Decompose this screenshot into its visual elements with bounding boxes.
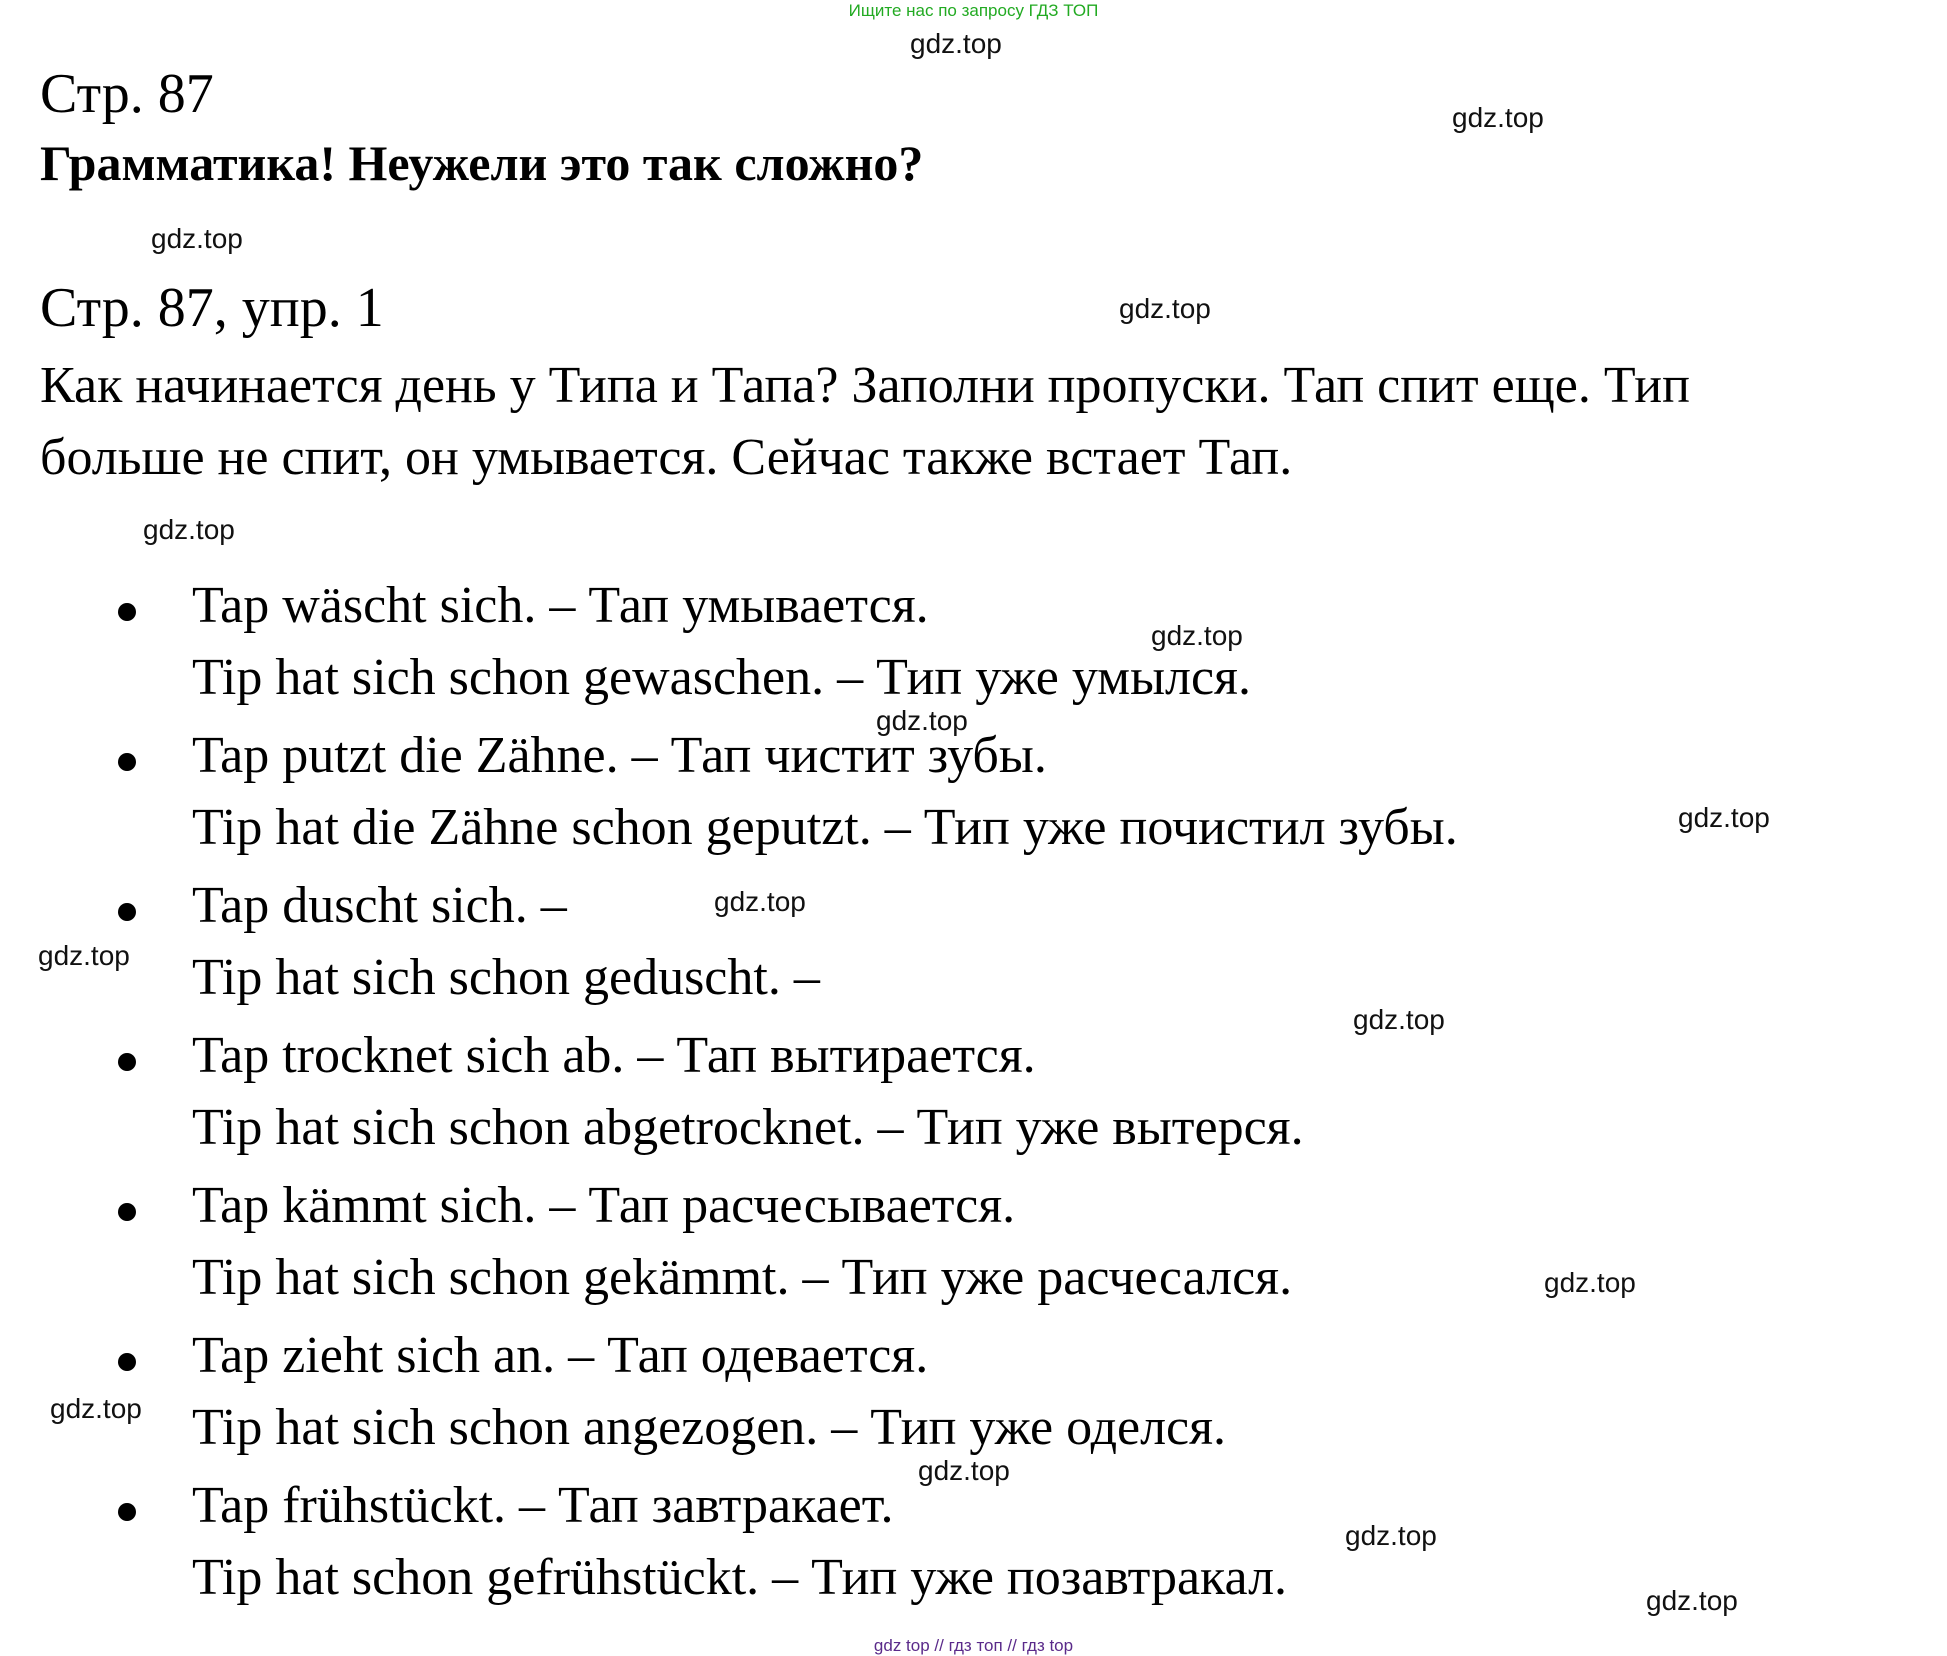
- watermark: gdz.top: [918, 1455, 1010, 1486]
- watermark: gdz.top: [38, 940, 130, 971]
- watermark: gdz.top: [1345, 1520, 1437, 1551]
- watermark: gdz.top: [876, 705, 968, 736]
- bullet-icon: [118, 903, 136, 921]
- watermark: gdz.top: [1452, 102, 1544, 133]
- watermark: gdz.top: [910, 28, 1002, 59]
- bullet-icon: [118, 1503, 136, 1521]
- bullet-icon: [118, 603, 136, 621]
- item-sentence: Tap kämmt sich. – Тап расчесывается.: [192, 1177, 1016, 1234]
- watermark: gdz.top: [1151, 620, 1243, 651]
- item-answer: Tip hat sich schon abgetrocknet. – Тип уже вытерся.: [192, 1099, 1304, 1156]
- bullet-icon: [118, 1203, 136, 1221]
- item-sentence: Tap wäscht sich. – Тап умывается.: [192, 577, 929, 634]
- watermark: gdz.top: [143, 514, 235, 545]
- item-answer: Tip hat sich schon gekämmt. – Тип уже расчесался.: [192, 1249, 1293, 1306]
- item-sentence: Tap zieht sich an. – Тап одевается.: [192, 1327, 929, 1384]
- watermark: gdz.top: [1353, 1004, 1445, 1035]
- watermark: gdz.top: [1119, 293, 1211, 324]
- footer-text: gdz top // гдз топ // гдз top: [873, 1636, 1074, 1655]
- item-sentence: Tap putzt die Zähne. – Тап чистит зубы.: [192, 727, 1047, 784]
- top-banner: Ищите нас по запросу ГДЗ ТОП: [848, 1, 1099, 20]
- watermark: gdz.top: [1646, 1585, 1738, 1616]
- item-answer: Tip hat schon gefrühstückt. – Тип уже позавтракал.: [192, 1549, 1288, 1606]
- item-answer: Tip hat die Zähne schon geputzt. – Тип уже почистил зубы.: [192, 799, 1458, 856]
- watermark: gdz.top: [151, 223, 243, 254]
- bullet-icon: [118, 1353, 136, 1371]
- exercise-ref: Стр. 87, упр. 1: [40, 277, 384, 339]
- watermark: gdz.top: [1544, 1267, 1636, 1298]
- item-sentence: Tap frühstückt. – Тап завтракает.: [192, 1477, 894, 1534]
- item-sentence: Tap duscht sich. –: [192, 877, 567, 934]
- item-answer: Tip hat sich schon geduscht. –: [192, 949, 820, 1006]
- item-answer: Tip hat sich schon angezogen. – Тип уже оделся.: [192, 1399, 1227, 1456]
- exercise-instruction-line1: Как начинается день у Типа и Тапа? Заполни пропуски. Тап спит еще. Тип: [40, 357, 1690, 414]
- item-answer: Tip hat sich schon gewaschen. – Тип уже умылся.: [192, 649, 1251, 706]
- watermark: gdz.top: [50, 1393, 142, 1424]
- bullet-icon: [118, 753, 136, 771]
- page-ref: Стр. 87: [40, 63, 214, 125]
- exercise-instruction-line2: больше не спит, он умывается. Сейчас также встает Тап.: [40, 429, 1293, 486]
- item-sentence: Tap trocknet sich ab. – Тап вытирается.: [192, 1027, 1036, 1084]
- watermark: gdz.top: [714, 886, 806, 917]
- bullet-icon: [118, 1053, 136, 1071]
- watermark: gdz.top: [1678, 802, 1770, 833]
- page-title: Грамматика! Неужели это так сложно?: [40, 135, 924, 191]
